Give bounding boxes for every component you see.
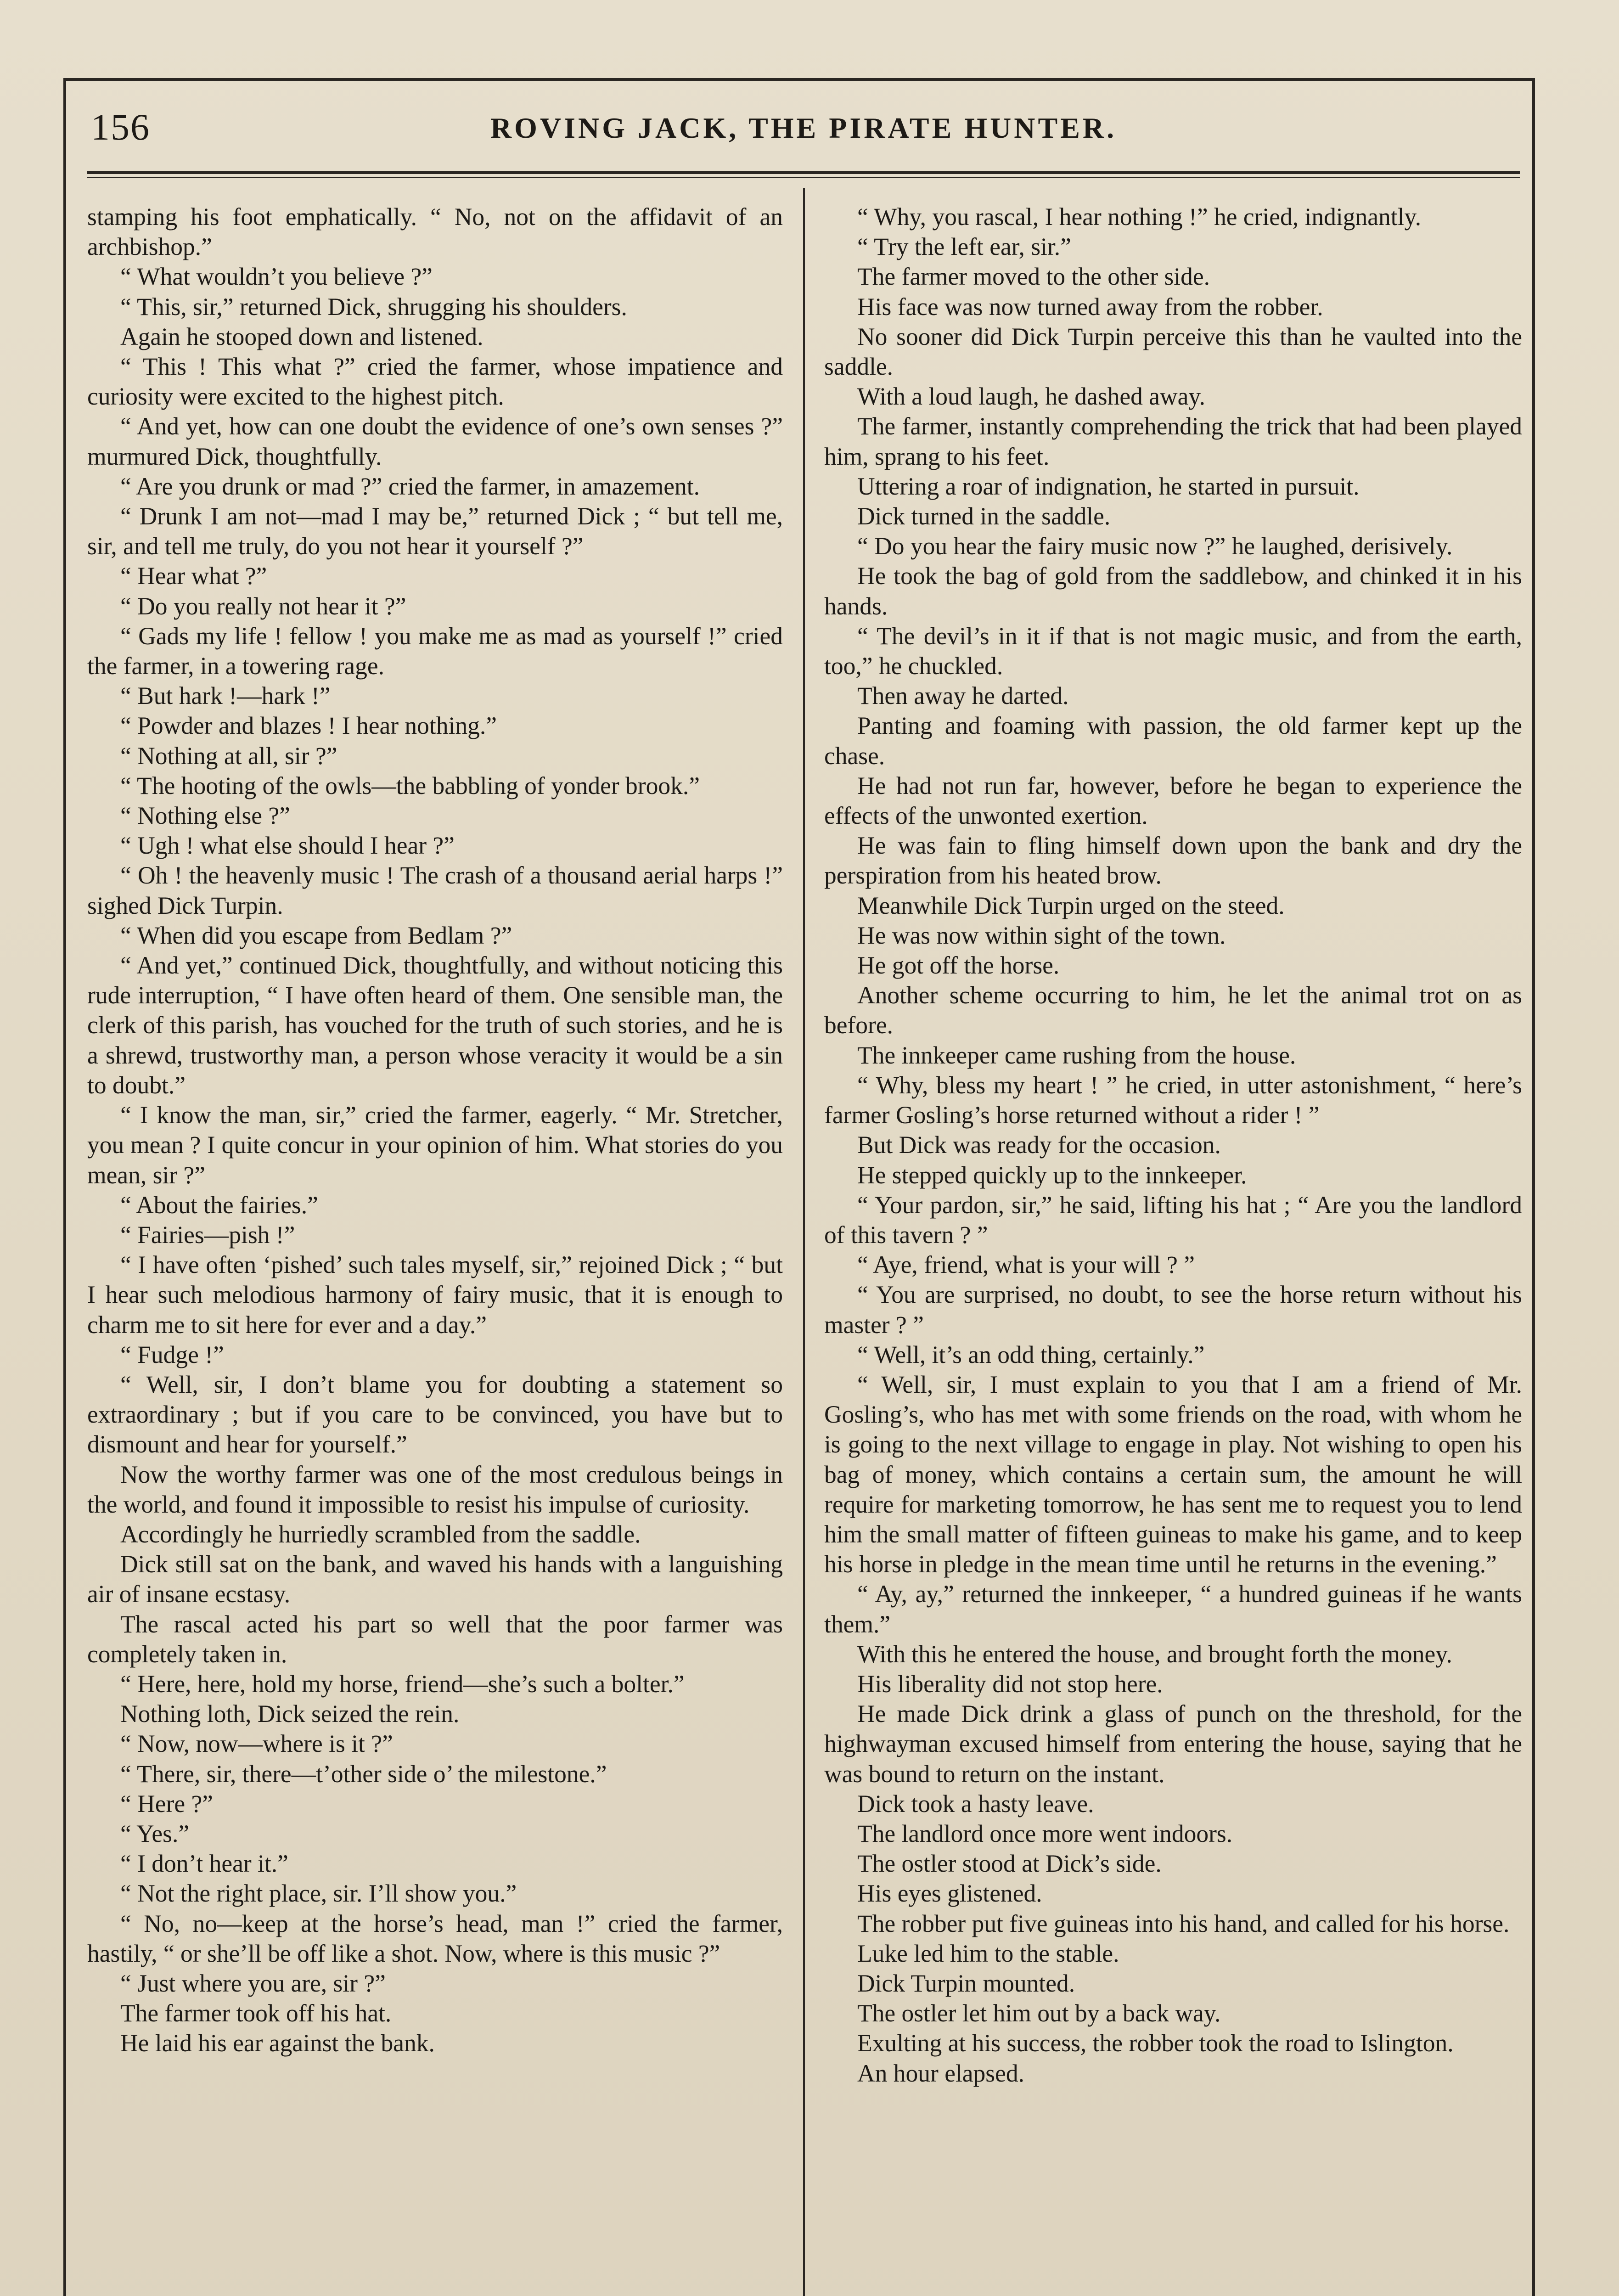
right-column bbox=[824, 202, 1522, 2088]
header-rule bbox=[87, 171, 1520, 174]
paragraph: “ Oh ! the heavenly music ! The crash of a thousand aerial harps !” sighed Dick Turpin. bbox=[87, 861, 783, 919]
paragraph: He laid his ear against the bank. bbox=[120, 2029, 435, 2057]
paragraph: “ Here, here, hold my horse, friend—she’s such a bolter.” bbox=[120, 1670, 685, 1698]
paragraph: “ Do you hear the fairy music now ?” he laughed, derisively. bbox=[857, 532, 1453, 560]
paragraph: “ Well, sir, I must explain to you that I am a friend of Mr. Gosling’s, who has met with some friends on the road, with whom he is going to the next village to engage in play. Not wishing to open his bag of money, which contains a certain sum, the amount he will require for marketing tomorrow, he has sent me to request you to lend him the small matter of fifteen guineas to make his game, and to keep his horse in pledge in the mean time until he returns in the evening.” bbox=[824, 1370, 1522, 1578]
paragraph: “ Powder and blazes ! I hear nothing.” bbox=[120, 712, 497, 740]
paragraph: “ The hooting of the owls—the babbling of yonder brook.” bbox=[120, 771, 700, 799]
paragraph: His face was now turned away from the robber. bbox=[857, 293, 1323, 321]
paragraph: “ Now, now—where is it ?” bbox=[120, 1730, 393, 1758]
paragraph: He made Dick drink a glass of punch on the threshold, for the highwayman excused himself from entering the house, saying that he was bound to return on the instant. bbox=[824, 1700, 1522, 1788]
paragraph: He stepped quickly up to the innkeeper. bbox=[857, 1161, 1247, 1189]
paragraph: “ Ugh ! what else should I hear ?” bbox=[120, 832, 455, 860]
paragraph: “ I have often ‘pished’ such tales myself, sir,” rejoined Dick ; “ but I hear such melodious harmony of fairy music, that it is enough to charm me to sit here for ever and a day.” bbox=[87, 1251, 783, 1339]
paragraph: The farmer moved to the other side. bbox=[857, 263, 1210, 291]
paragraph: With a loud laugh, he dashed away. bbox=[857, 383, 1206, 411]
paragraph: “ Why, bless my heart ! ” he cried, in utter astonishment, “ here’s farmer Gosling’s horse returned without a rider ! ” bbox=[824, 1071, 1522, 1129]
paragraph: “ The devil’s in it if that is not magic music, and from the earth, too,” he chuckled. bbox=[824, 622, 1522, 680]
paragraph: An hour elapsed. bbox=[857, 2059, 1024, 2087]
paragraph: “ Your pardon, sir,” he said, lifting his hat ; “ Are you the landlord of this tavern ? ” bbox=[824, 1191, 1522, 1249]
paragraph: The ostler let him out by a back way. bbox=[857, 1999, 1221, 2027]
paragraph: “ About the fairies.” bbox=[120, 1191, 318, 1219]
paragraph: “ Are you drunk or mad ?” cried the farmer, in amazement. bbox=[120, 472, 700, 500]
paragraph: “ Fudge !” bbox=[120, 1340, 224, 1368]
paragraph: The robber put five guineas into his hand, and called for his horse. bbox=[857, 1909, 1510, 1937]
paragraph: “ Just where you are, sir ?” bbox=[120, 1969, 386, 1997]
paragraph: The farmer took off his hat. bbox=[120, 1999, 392, 2027]
paragraph: “ And yet, how can one doubt the evidence of one’s own senses ?” murmured Dick, thoughtfully. bbox=[87, 412, 783, 470]
paragraph: “ Hear what ?” bbox=[120, 562, 267, 590]
paragraph: Uttering a roar of indignation, he started in pursuit. bbox=[857, 472, 1360, 500]
paragraph: The rascal acted his part so well that the poor farmer was completely taken in. bbox=[87, 1610, 783, 1668]
paragraph: Then away he darted. bbox=[857, 682, 1069, 710]
paragraph: He had not run far, however, before he began to experience the effects of the unwonted exertion. bbox=[824, 771, 1522, 830]
paragraph: “ Nothing at all, sir ?” bbox=[120, 742, 337, 770]
running-title: ROVING JACK, THE PIRATE HUNTER. bbox=[490, 112, 1117, 144]
paragraph: “ Yes.” bbox=[120, 1819, 190, 1847]
paragraph: He was fain to fling himself down upon the bank and dry the perspiration from his heated brow. bbox=[824, 832, 1522, 889]
paragraph: His eyes glistened. bbox=[857, 1880, 1042, 1908]
page-header bbox=[87, 106, 1520, 165]
paragraph: “ I know the man, sir,” cried the farmer, eagerly. “ Mr. Stretcher, you mean ? I quite concur in your opinion of him. What stories do you mean, sir ?” bbox=[87, 1101, 783, 1189]
paragraph: Dick took a hasty leave. bbox=[857, 1790, 1094, 1818]
column-divider bbox=[803, 188, 805, 2296]
paragraph: Meanwhile Dick Turpin urged on the steed. bbox=[857, 891, 1285, 919]
paragraph: He was now within sight of the town. bbox=[857, 921, 1226, 949]
paragraph: No sooner did Dick Turpin perceive this than he vaulted into the saddle. bbox=[824, 322, 1522, 381]
paragraph: “ Well, it’s an odd thing, certainly.” bbox=[857, 1340, 1205, 1368]
paragraph: “ Do you really not hear it ?” bbox=[120, 592, 406, 620]
paragraph: Nothing loth, Dick seized the rein. bbox=[120, 1700, 460, 1728]
paragraph: “ This, sir,” returned Dick, shrugging his shoulders. bbox=[120, 293, 627, 321]
paragraph: “ Ay, ay,” returned the innkeeper, “ a hundred guineas if he wants them.” bbox=[824, 1580, 1522, 1638]
paragraph: The ostler stood at Dick’s side. bbox=[857, 1850, 1162, 1878]
paragraph: “ Aye, friend, what is your will ? ” bbox=[857, 1251, 1195, 1279]
paragraph: Panting and foaming with passion, the old farmer kept up the chase. bbox=[824, 712, 1522, 770]
paragraph: With this he entered the house, and brought forth the money. bbox=[857, 1640, 1452, 1668]
paragraph: “ I don’t hear it.” bbox=[120, 1850, 288, 1878]
paragraph: Now the worthy farmer was one of the most credulous beings in the world, and found it impossible to resist his impulse of curiosity. bbox=[87, 1460, 783, 1518]
paragraph: “ No, no—keep at the horse’s head, man !” cried the farmer, hastily, “ or she’ll be off like a shot. Now, where is this music ?” bbox=[87, 1909, 783, 1967]
paragraph: “ Not the right place, sir. I’ll show you.” bbox=[120, 1880, 517, 1908]
paragraph: Another scheme occurring to him, he let the animal trot on as before. bbox=[824, 981, 1522, 1039]
paragraph: Accordingly he hurriedly scrambled from the saddle. bbox=[120, 1520, 641, 1548]
paragraph: Dick turned in the saddle. bbox=[857, 502, 1111, 530]
paragraph: His liberality did not stop here. bbox=[857, 1670, 1163, 1698]
left-column bbox=[87, 202, 783, 2059]
paragraph: “ Drunk I am not—mad I may be,” returned Dick ; “ but tell me, sir, and tell me truly, do you not hear it yourself ?” bbox=[87, 502, 783, 560]
paragraph: Again he stooped down and listened. bbox=[120, 322, 483, 350]
paragraph: “ Fairies—pish !” bbox=[120, 1221, 295, 1249]
paragraph: “ This ! This what ?” cried the farmer, whose impatience and curiosity were excited to the highest pitch. bbox=[87, 353, 783, 411]
paragraph: “ Nothing else ?” bbox=[120, 802, 290, 830]
paragraph: “ You are surprised, no doubt, to see the horse return without his master ? ” bbox=[824, 1281, 1522, 1339]
paragraph: But Dick was ready for the occasion. bbox=[857, 1131, 1221, 1159]
paragraph: “ But hark !—hark !” bbox=[120, 682, 331, 710]
paragraph: He got off the horse. bbox=[857, 951, 1060, 979]
paragraph: Luke led him to the stable. bbox=[857, 1939, 1119, 1967]
paragraph: “ Why, you rascal, I hear nothing !” he cried, indignantly. bbox=[857, 203, 1422, 231]
paragraph: “ Well, sir, I don’t blame you for doubting a statement so extraordinary ; but if you care to be convinced, you have but to dismount and hear for yourself.” bbox=[87, 1370, 783, 1458]
paragraph: Dick Turpin mounted. bbox=[857, 1969, 1075, 1997]
paragraph: “ Gads my life ! fellow ! you make me as mad as yourself !” cried the farmer, in a towering rage. bbox=[87, 622, 783, 680]
paragraph: “ Here ?” bbox=[120, 1790, 213, 1818]
paragraph: “ When did you escape from Bedlam ?” bbox=[120, 921, 512, 949]
page-number: 156 bbox=[91, 106, 150, 148]
header-rule-thin bbox=[87, 177, 1520, 178]
paragraph: “ Try the left ear, sir.” bbox=[857, 233, 1071, 261]
paragraph: The farmer, instantly comprehending the trick that had been played him, sprang to his feet. bbox=[824, 412, 1522, 470]
paragraph: stamping his foot emphatically. “ No, not on the affidavit of an archbishop.” bbox=[87, 203, 783, 261]
paragraph: “ There, sir, there—t’other side o’ the milestone.” bbox=[120, 1760, 607, 1788]
paragraph: He took the bag of gold from the saddlebow, and chinked it in his hands. bbox=[824, 562, 1522, 620]
paragraph: The landlord once more went indoors. bbox=[857, 1819, 1233, 1847]
paragraph: The innkeeper came rushing from the house. bbox=[857, 1041, 1296, 1069]
paragraph: Exulting at his success, the robber took the road to Islington. bbox=[857, 2029, 1454, 2057]
paragraph: Dick still sat on the bank, and waved his hands with a languishing air of insane ecstasy. bbox=[87, 1550, 783, 1608]
paragraph: “ What wouldn’t you believe ?” bbox=[120, 263, 433, 291]
paragraph: “ And yet,” continued Dick, thoughtfully, and without noticing this rude interruption, “ I have often heard of them. One sensible man, the clerk of this parish, has vouched for the truth of such stories, and he is a shrewd, trustworthy man, a person whose veracity it would be a sin to doubt.” bbox=[87, 951, 783, 1099]
